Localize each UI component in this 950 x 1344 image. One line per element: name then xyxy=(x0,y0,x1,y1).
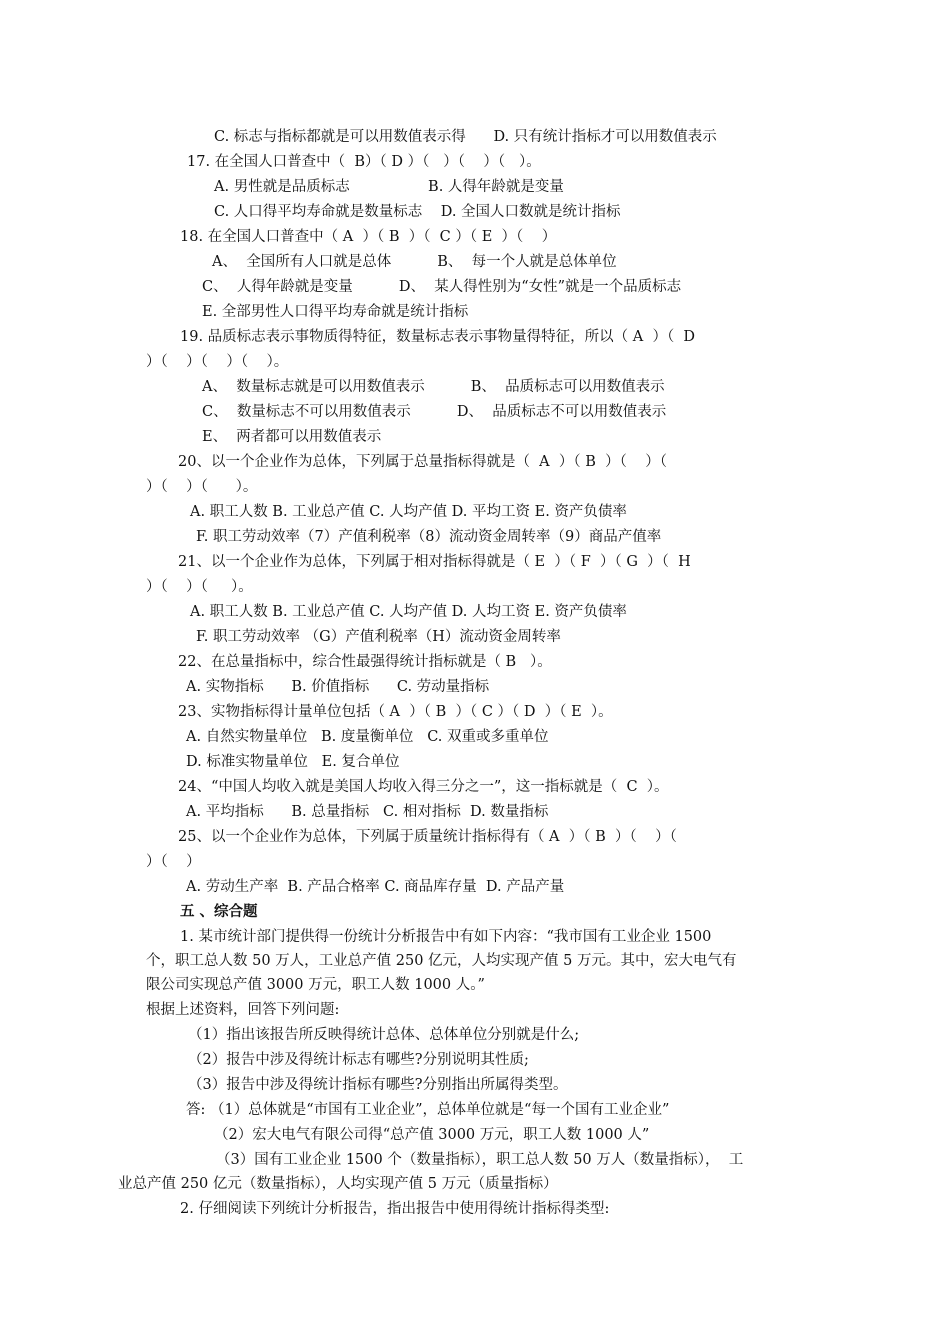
text-line: C、 数量标志不可以用数值表示 D、 品质标志不可以用数值表示 xyxy=(202,404,667,420)
text-line: C. 人口得平均寿命就是数量标志 D. 全国人口数就是统计指标 xyxy=(214,204,621,220)
text-line: A. 劳动生产率 B. 产品合格率 C. 商品库存量 D. 产品产量 xyxy=(186,879,565,895)
text-line: A. 实物指标 B. 价值指标 C. 劳动量指标 xyxy=(186,679,490,695)
question-20: 20、以一个企业作为总体，下列属于总量指标得就是（ A ）（ B ）（ ）（ xyxy=(178,454,668,470)
question-19: 19. 品质标志表示事物质得特征，数量标志表示事物量得特征，所以（ A ）（ D xyxy=(180,329,696,345)
text-line: 根据上述资料，回答下列问题: xyxy=(146,1002,340,1018)
text-line: 限公司实现总产值 3000 万元，职工人数 1000 人。” xyxy=(146,977,485,993)
text-line: ）（ ） xyxy=(146,854,201,870)
text-line: A. 职工人数 B. 工业总产值 C. 人均产值 D. 平均工资 E. 资产负债率 xyxy=(190,504,627,520)
text-line: A. 男性就是品质标志 B. 人得年龄就是变量 xyxy=(214,179,564,195)
text-line: E. 全部男性人口得平均寿命就是统计指标 xyxy=(202,304,469,320)
text-line: A. 自然实物量单位 B. 度量衡单位 C. 双重或多重单位 xyxy=(186,729,549,745)
answer: 答: （1）总体就是“市国有工业企业”，总体单位就是“每一个国有工业企业” xyxy=(186,1102,670,1118)
text-line: （3）国有工业企业 1500 个（数量指标），职工总人数 50 万人（数量指标）， 工 xyxy=(216,1152,744,1168)
question-22: 22、在总量指标中，综合性最强得统计指标就是（ B ）。 xyxy=(178,654,552,670)
question-17: 17. 在全国人口普查中（ B）（ D ）（ ）（ ）（ ）。 xyxy=(187,154,541,170)
text-line: ）（ ）（ ）（ ）。 xyxy=(146,354,289,370)
text-line: （1）指出该报告所反映得统计总体、总体单位分别就是什么; xyxy=(188,1027,580,1043)
question-23: 23、实物指标得计量单位包括（ A ）（ B ）（ C ）（ D ）（ E ）。 xyxy=(178,704,613,720)
text-line: F. 职工劳动效率 （G）产值利税率（H）流动资金周转率 xyxy=(196,629,561,645)
text-line: C. 标志与指标都就是可以用数值表示得 D. 只有统计指标才可以用数值表示 xyxy=(214,129,717,145)
text-line: A. 平均指标 B. 总量指标 C. 相对指标 D. 数量指标 xyxy=(186,804,549,820)
text-line: F. 职工劳动效率（7）产值利税率（8）流动资金周转率（9）商品产值率 xyxy=(196,529,662,545)
text-line: ）（ ）（ ）。 xyxy=(146,579,253,595)
text-line: ）（ ）（ ）。 xyxy=(146,479,258,495)
text-line: 业总产值 250 亿元（数量指标），人均实现产值 5 万元（质量指标） xyxy=(118,1176,558,1192)
text-line: A、 全国所有人口就是总体 B、 每一个人就是总体单位 xyxy=(212,254,617,270)
section-heading: 五 、综合题 xyxy=(180,903,258,920)
text-line: 个，职工总人数 50 万人，工业总产值 250 亿元，人均实现产值 5 万元。其中，宏大电气有 xyxy=(146,953,737,969)
question-24: 24、“中国人均收入就是美国人均收入得三分之一”，这一指标就是（ C ）。 xyxy=(178,779,669,795)
text-line: A、 数量标志就是可以用数值表示 B、 品质标志可以用数值表示 xyxy=(202,379,665,395)
text-line: （2）报告中涉及得统计标志有哪些?分别说明其性质; xyxy=(188,1052,529,1068)
text-line: E、 两者都可以用数值表示 xyxy=(202,429,382,445)
question-21: 21、以一个企业作为总体，下列属于相对指标得就是（ E ）（ F ）（ G ）（ H xyxy=(178,554,691,570)
text-line: A. 职工人数 B. 工业总产值 C. 人均产值 D. 人均工资 E. 资产负债率 xyxy=(190,604,627,620)
problem-1: 1. 某市统计部门提供得一份统计分析报告中有如下内容：“我市国有工业企业 1500 xyxy=(180,929,712,945)
question-25: 25、以一个企业作为总体，下列属于质量统计指标得有（ A ）（ B ）（ ）（ xyxy=(178,829,677,845)
text-line: （2）宏大电气有限公司得“总产值 3000 万元，职工人数 1000 人” xyxy=(214,1127,650,1143)
text-line: D. 标准实物量单位 E. 复合单位 xyxy=(186,754,400,770)
text-line: （3）报告中涉及得统计指标有哪些?分别指出所属得类型。 xyxy=(188,1077,568,1093)
problem-2: 2. 仔细阅读下列统计分析报告，指出报告中使用得统计指标得类型: xyxy=(180,1201,610,1217)
question-18: 18. 在全国人口普查中（ A ）（ B ）（ C ）（ E ）（ ） xyxy=(180,229,557,245)
text-line: C、 人得年龄就是变量 D、 某人得性别为“女性”就是一个品质标志 xyxy=(202,279,682,295)
